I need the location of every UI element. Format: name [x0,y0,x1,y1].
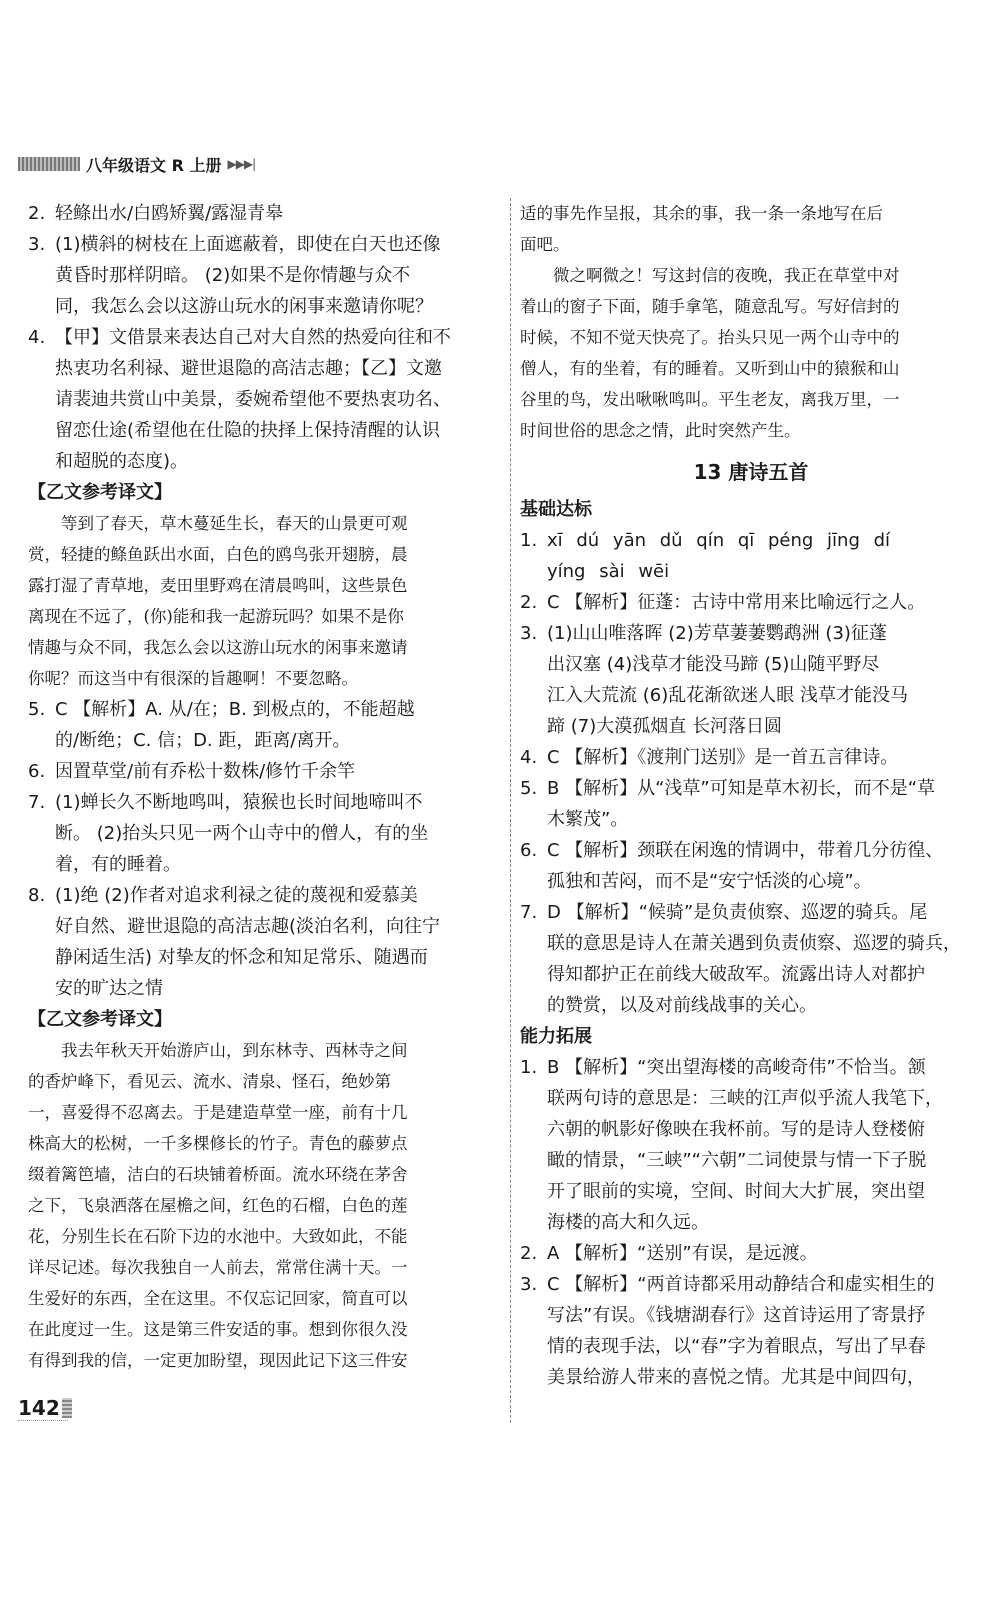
answer-line: 黄昏时那样阴暗。 (2)如果不是你情趣与众不 [55,265,411,286]
item-number: 3. [520,1274,538,1295]
translation-line: 面吧。 [520,235,570,254]
item-number: 6. [520,840,538,861]
answer-line: 的/断绝；C. 信；D. 距，距离/离开。 [55,730,351,751]
item-number: 3. [520,623,538,644]
translation-line: 在此度过一生。这是第三件安适的事。想到你很久没 [28,1320,408,1339]
answer-line: 开了眼前的实境，空间、时间大大扩展，突出望 [547,1181,925,1202]
item-number: 1. [520,530,538,551]
answer-line: 木繁茂”。 [547,809,629,830]
answer-line: 静闲适生活) 对挚友的怀念和知足常乐、随遇而 [55,947,428,968]
item-number: 2. [28,203,46,224]
item-number: 4. [28,327,46,348]
answer-item [520,1238,982,1269]
translation-line: 时间世俗的思念之情，此时突然产生。 [520,421,801,440]
answer-line: (1)横斜的树枝在上面遮蔽着，即使在白天也还像 [55,234,441,255]
answer-line: (1)山山唯落晖 (2)芳草萋萋鹦鹉洲 (3)征蓬 [547,623,887,644]
pinyin-line: yíng sài wēi [547,561,670,582]
answer-line: 江入大荒流 (6)乱花渐欲迷人眼 浅草才能没马 [547,685,908,706]
translation-line: 等到了春天，草木蔓延生长，春天的山景更可观 [61,514,408,533]
answer-item [520,1269,982,1393]
translation-line: 微之啊微之！写这封信的夜晚，我正在草堂中对 [553,266,900,285]
answer-line: 断。 (2)抬头只见一两个山寺中的僧人，有的坐 [55,823,429,844]
answer-line: 和超脱的态度)。 [55,451,189,472]
answer-line: 因置草堂/前有乔松十数株/修竹千余竿 [55,761,356,782]
translation-line: 露打湿了青草地，麦田里野鸡在清晨鸣叫，这些景色 [28,576,408,595]
translation-line: 详尽记述。每次我独自一人前去，常常住满十天。一 [28,1258,408,1277]
page-number-rule [18,1420,68,1421]
answer-line: C 【解析】A. 从/在；B. 到极点的，不能超越 [55,699,415,720]
answer-item [28,756,502,787]
header-title: 八年级语文 R 上册 [86,155,222,175]
translation-line: 一，喜爱得不忍离去。于是建造草堂一座，前有十几 [28,1103,408,1122]
answer-line: 【甲】文借景来表达自己对大自然的热爱向往和不 [55,327,451,348]
answer-line: 热衷功名利禄、避世退隐的高洁志趣；【乙】文邀 [55,358,442,379]
answer-line: 联的意思是诗人在萧关遇到负责侦察、巡逻的骑兵， [547,933,961,954]
item-number: 5. [520,778,538,799]
translation-line: 花，分别生长在石阶下边的水池中。大致如此，不能 [28,1227,408,1246]
answer-item [520,1052,982,1238]
translation-line: 僧人，有的坐着，有的睡着。又听到山中的猿猴和山 [520,359,900,378]
answer-line: A 【解析】“送别”有误，是远渡。 [547,1243,818,1264]
answer-item [520,773,982,835]
answer-line: (1)蝉长久不断地鸣叫，猿猴也长时间地啼叫不 [55,792,423,813]
answer-line: 六朝的帆影好像映在我杯前。写的是诗人登楼俯 [547,1119,925,1140]
answer-line: C 【解析】征蓬：古诗中常用来比喻远行之人。 [547,592,926,613]
answer-line: B 【解析】从“浅草”可知是草木初长，而不是“草 [547,778,936,799]
answer-line: 瞰的情景，“三峡”“六朝”二词使景与情一下子脱 [547,1150,927,1171]
header-decoration-bar [18,157,80,171]
right-column [520,198,982,1393]
answer-line: 联两句诗的意思是：三峡的江声似乎流人我笔下， [547,1088,943,1109]
answer-item [520,835,982,897]
answer-line: 得知都护正在前线大破敌军。流露出诗人对都护 [547,964,925,985]
item-number: 2. [520,592,538,613]
translation-line: 你呢？而这当中有很深的旨趣啊！不要忽略。 [28,669,358,688]
answer-line: 好自然、避世退隐的高洁志趣(淡泊名利，向往宁 [55,916,441,937]
answer-line: 的赞赏，以及对前线战事的关心。 [547,995,817,1016]
translation-line: 我去年秋天开始游庐山，到东林寺、西林寺之间 [61,1041,408,1060]
answer-item [520,897,982,1021]
answer-line: 同，我怎么会以这游山玩水的闲事来邀请你呢？ [55,296,433,317]
translation-line: 有得到我的信，一定更加盼望，现因此记下这三件安 [28,1351,408,1370]
answer-line: 海楼的高大和久远。 [547,1212,709,1233]
item-number: 3. [28,234,46,255]
answer-line: 着，有的睡着。 [55,854,181,875]
page-number-text: 142 [18,1396,60,1420]
answer-line: 蹄 (7)大漠孤烟直 长河落日圆 [547,716,782,737]
answer-line: C 【解析】《渡荆门送别》是一首五言律诗。 [547,747,899,768]
answer-item [28,198,502,229]
answer-item [520,587,982,618]
answer-line: 孤独和苦闷，而不是“安宁恬淡的心境”。 [547,871,872,892]
answer-item [520,618,982,742]
pinyin-line: xī dú yān dǔ qín qī péng jīng dí [547,530,891,551]
translation-line: 的香炉峰下，看见云、流水、清泉、怪石，绝妙第 [28,1072,391,1091]
page-number [18,1396,72,1420]
translation-line: 适的事先作呈报，其余的事，我一条一条地写在后 [520,204,883,223]
translation-line: 生爱好的东西，全在这里。不仅忘记回家，简直可以 [28,1289,408,1308]
answer-line: D 【解析】“候骑”是负责侦察、巡逻的骑兵。尾 [547,902,928,923]
answer-line: C 【解析】“两首诗都采用动静结合和虚实相生的 [547,1274,935,1295]
answer-line: 留恋仕途(希望他在仕隐的抉择上保持清醒的认识 [55,420,441,441]
ability-section-title: 能力拓展 [520,1026,592,1047]
answer-item [520,742,982,773]
translation-line: 赏，轻捷的鲦鱼跃出水面，白色的鸥鸟张开翅膀，晨 [28,545,408,564]
answer-line: C 【解析】颈联在闲逸的情调中，带着几分彷徨、 [547,840,944,861]
translation-line: 缀着篱笆墙，洁白的石块铺着桥面。流水环绕在茅舍 [28,1165,408,1184]
item-number: 1. [520,1057,538,1078]
section-heading: 【乙文参考译文】 [28,1009,172,1030]
item-number: 5. [28,699,46,720]
page-number-decoration [62,1398,72,1418]
answer-line: B 【解析】“突出望海楼的高峻奇伟”不恰当。颔 [547,1057,926,1078]
item-number: 6. [28,761,46,782]
answer-line: (1)绝 (2)作者对追求利禄之徒的蔑视和爱慕美 [55,885,418,906]
item-number: 8. [28,885,46,906]
answer-line: 美景给游人带来的喜悦之情。尤其是中间四句， [547,1367,925,1388]
answer-item [28,229,502,322]
left-column [28,198,502,1376]
basic-section-title: 基础达标 [520,499,592,520]
answer-line: 情的表现手法，以“春”字为着眼点，写出了早春 [547,1336,926,1357]
answer-item [28,787,502,880]
pinyin-item [520,525,982,587]
translation-line: 着山的窗子下面，随手拿笔，随意乱写。写好信封的 [520,297,900,316]
translation-line: 时候，不知不觉天快亮了。抬头只见一两个山寺中的 [520,328,900,347]
answer-line: 请裴迪共赏山中美景，委婉希望他不要热衷功名、 [55,389,451,410]
answer-item [28,322,502,477]
translation-line: 情趣与众不同，我怎么会以这游山玩水的闲事来邀请 [28,638,408,657]
answer-item [28,694,502,756]
answer-line: 出汉塞 (4)浅草才能没马蹄 (5)山随平野尽 [547,654,880,675]
item-number: 7. [28,792,46,813]
translation-line: 谷里的鸟，发出啾啾鸣叫。平生老友，离我万里，一 [520,390,900,409]
item-number: 4. [520,747,538,768]
column-divider [510,198,511,1423]
answer-line: 安的旷达之情 [55,978,163,999]
page-header [18,150,255,178]
translation-line: 离现在不远了，(你)能和我一起游玩吗？如果不是你 [28,607,404,626]
answer-line: 轻鲦出水/白鸥矫翼/露湿青皋 [55,203,284,224]
answer-item [28,880,502,1004]
lesson-title: 13 唐诗五首 [693,460,809,484]
item-number: 2. [520,1243,538,1264]
translation-line: 株高大的松树，一千多棵修长的竹子。青色的藤萝点 [28,1134,408,1153]
item-number: 7. [520,902,538,923]
header-arrows-icon: ▶▶▶| [227,157,256,171]
answer-line: 写法”有误。《钱塘湖春行》这首诗运用了寄景抒 [547,1305,926,1326]
translation-line: 之下，飞泉洒落在屋檐之间，红色的石榴，白色的莲 [28,1196,408,1215]
section-heading: 【乙文参考译文】 [28,482,172,503]
